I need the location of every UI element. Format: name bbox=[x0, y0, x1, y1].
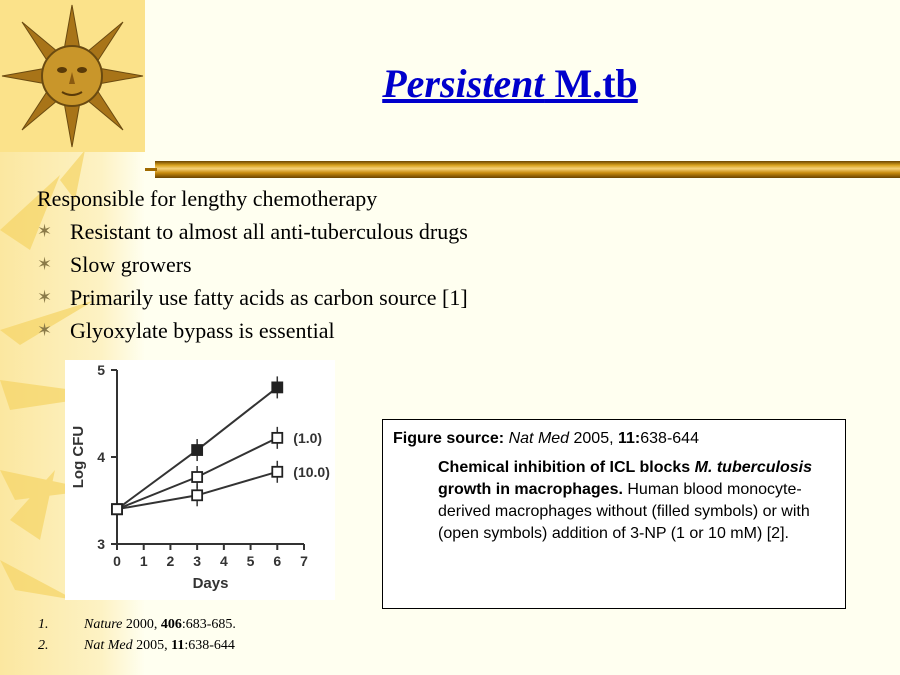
series-label: (1.0) bbox=[293, 429, 323, 446]
sun-logo bbox=[0, 0, 145, 152]
data-point bbox=[192, 445, 202, 455]
star-bullet-icon: ✶ bbox=[37, 254, 53, 274]
data-point bbox=[272, 382, 282, 392]
bullet-item bbox=[37, 281, 468, 314]
reference-journal: Nature bbox=[84, 617, 123, 632]
slide-body bbox=[37, 183, 468, 347]
data-point bbox=[272, 433, 282, 443]
x-axis-label: Days bbox=[192, 575, 229, 592]
lead-line: Responsible for lengthy chemotherapy bbox=[37, 186, 378, 211]
caption-source-journal: Nat Med bbox=[508, 430, 570, 447]
x-tick-label: 0 bbox=[113, 553, 121, 569]
bullet-item bbox=[37, 248, 468, 281]
data-point bbox=[272, 467, 282, 477]
reference-pages: :638-644 bbox=[184, 638, 235, 653]
title-divider-bar bbox=[155, 161, 900, 178]
star-bullet-icon: ✶ bbox=[37, 287, 53, 307]
star-bullet-icon: ✶ bbox=[37, 221, 53, 241]
caption-text: Human blood monocyte-derived macrophages without (filled symbols) or with (open symbols) addition of 3-NP (1 or 10 mM) [2]. bbox=[438, 481, 810, 542]
reference-year: 2005, bbox=[132, 638, 172, 653]
y-tick-label: 4 bbox=[97, 449, 105, 465]
log-cfu-chart bbox=[65, 360, 335, 600]
star-bullet-icon: ✶ bbox=[37, 320, 53, 340]
data-point bbox=[192, 472, 202, 482]
series-label: (10.0) bbox=[293, 463, 330, 480]
slide-title-wrap bbox=[150, 60, 870, 107]
data-point bbox=[192, 490, 202, 500]
x-tick-label: 5 bbox=[246, 553, 255, 569]
caption-heading-a: Chemical inhibition of ICL blocks bbox=[438, 459, 695, 476]
title-italic-text: Persistent bbox=[382, 61, 545, 106]
figure-caption-box bbox=[382, 419, 846, 609]
caption-heading-species: M. tuberculosis bbox=[694, 459, 812, 476]
x-tick-label: 6 bbox=[273, 553, 282, 569]
caption-source-year: 2005, bbox=[569, 430, 618, 447]
caption-source-pages: 638-644 bbox=[640, 430, 699, 447]
caption-source-line bbox=[393, 428, 835, 450]
x-tick-label: 2 bbox=[166, 553, 175, 569]
caption-source-label: Figure source: bbox=[393, 430, 505, 447]
bullet-text: Glyoxylate bypass is essential bbox=[70, 318, 335, 343]
y-axis-label: Log CFU bbox=[70, 425, 87, 489]
x-tick-label: 4 bbox=[219, 553, 228, 569]
bullet-item bbox=[37, 215, 468, 248]
reference-volume: 406 bbox=[160, 617, 182, 632]
x-tick-label: 1 bbox=[139, 553, 148, 569]
caption-body bbox=[438, 457, 835, 545]
caption-heading-b: growth in macrophages. bbox=[438, 481, 623, 498]
title-rest-text: M.tb bbox=[544, 61, 638, 106]
reference-number: 2. bbox=[38, 638, 49, 653]
reference-item bbox=[38, 635, 236, 656]
sun-face-icon bbox=[0, 0, 145, 152]
reference-journal: Nat Med bbox=[84, 638, 133, 653]
reference-pages: :683-685. bbox=[181, 617, 236, 632]
title-divider-tail bbox=[145, 168, 157, 171]
reference-year: 2000, bbox=[122, 617, 161, 632]
bullet-text: Slow growers bbox=[70, 252, 192, 277]
x-tick-label: 3 bbox=[193, 553, 202, 569]
data-point bbox=[112, 504, 122, 514]
slide-title-link[interactable] bbox=[382, 61, 638, 106]
x-tick-label: 7 bbox=[300, 553, 308, 569]
reference-volume: 11 bbox=[171, 638, 185, 653]
y-tick-label: 3 bbox=[97, 536, 105, 552]
reference-item bbox=[38, 614, 236, 635]
bullet-list bbox=[37, 215, 468, 347]
bullet-item bbox=[37, 314, 468, 347]
caption-source-volume: 11: bbox=[618, 430, 641, 447]
bullet-text: Resistant to almost all anti-tuberculous drugs bbox=[70, 219, 468, 244]
y-tick-label: 5 bbox=[97, 362, 105, 378]
bullet-text: Primarily use fatty acids as carbon source [1] bbox=[70, 285, 468, 310]
reference-list bbox=[38, 614, 236, 656]
reference-number: 1. bbox=[38, 617, 49, 632]
